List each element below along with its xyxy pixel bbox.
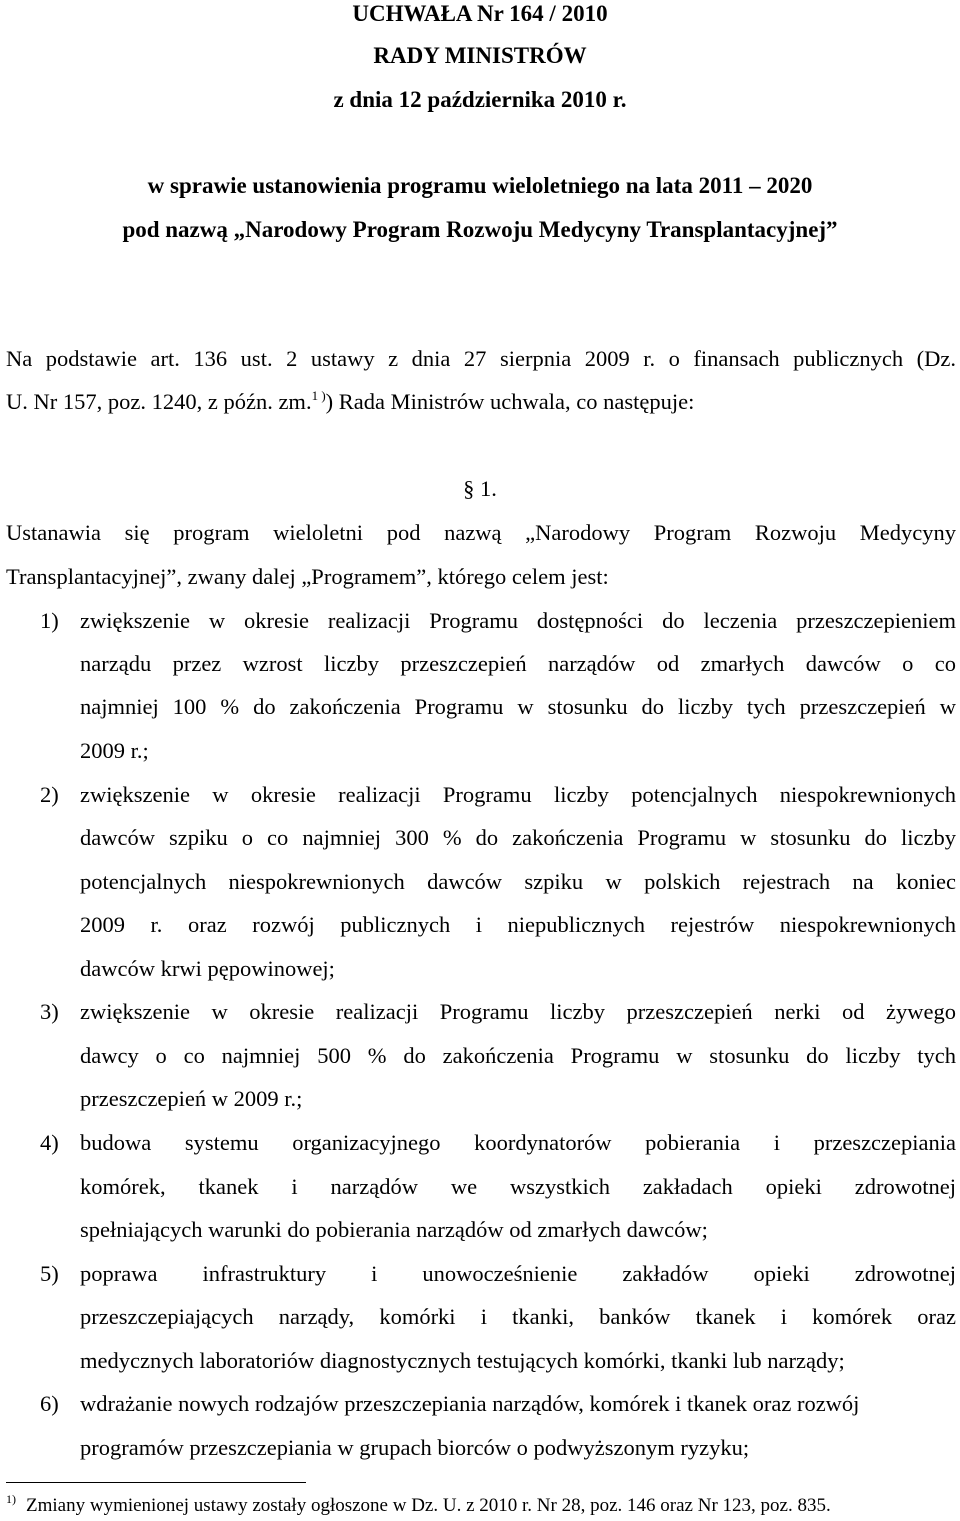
- resolution-subject-line-2: pod nazwą „Narodowy Program Rozwoju Medycyny Transplantacyjnej”: [122, 217, 838, 242]
- item-number: 2): [40, 782, 59, 807]
- item-text: dawców krwi pępowinowej;: [80, 956, 335, 981]
- item-text: budowa systemu organizacyjnego koordynatorów pobierania i przeszczepiania: [80, 1130, 956, 1155]
- item-text: przeszczepiających narządy, komórki i tkanki, banków tkanek i komórek oraz: [80, 1304, 956, 1329]
- item-text: poprawa infrastruktury i unowocześnienie zakładów opieki zdrowotnej: [80, 1261, 956, 1286]
- item-number: 3): [40, 999, 59, 1024]
- item-number: 4): [40, 1130, 59, 1155]
- item-text: zwiększenie w okresie realizacji Programu dostępności do leczenia przeszczepieniem: [80, 608, 956, 633]
- item-text: medycznych laboratoriów diagnostycznych testujących komórki, tkanki lub narządy;: [80, 1348, 845, 1373]
- item-text: komórek, tkanek i narządów we wszystkich zakładach opieki zdrowotnej: [80, 1174, 956, 1199]
- footnote-divider: [6, 1482, 306, 1483]
- item-text: programów przeszczepiania w grupach biorców o podwyższonym ryzyku;: [80, 1435, 750, 1460]
- resolution-date: z dnia 12 października 2010 r.: [333, 87, 627, 112]
- item-text: zwiększenie w okresie realizacji Programu liczby przeszczepień nerki od żywego: [80, 999, 956, 1024]
- item-number: 6): [40, 1391, 59, 1416]
- item-number: 1): [40, 608, 59, 633]
- preamble-line-2: [6, 387, 956, 417]
- item-text: wdrażanie nowych rodzajów przeszczepiania narządów, komórek i tkanek oraz rozwój: [80, 1391, 860, 1416]
- item-text: narządu przez wzrost liczby przeszczepień narządów od zmarłych dawców o co: [80, 651, 956, 676]
- item-text: najmniej 100 % do zakończenia Programu w stosunku do liczby tych przeszczepień w: [80, 694, 956, 719]
- item-text: dawcy o co najmniej 500 % do zakończenia Programu w stosunku do liczby tych: [80, 1043, 956, 1068]
- preamble-line-1: Na podstawie art. 136 ust. 2 ustawy z dnia 27 sierpnia 2009 r. o finansach publicznych (Dz.: [6, 346, 956, 371]
- item-text: 2009 r. oraz rozwój publicznych i niepublicznych rejestrów niespokrewnionych: [80, 912, 956, 937]
- item-number: 5): [40, 1261, 59, 1286]
- item-text: spełniających warunki do pobierania narządów od zmarłych dawców;: [80, 1217, 708, 1242]
- footnote-mark: 1): [6, 1492, 16, 1506]
- resolution-subject-line-1: w sprawie ustanowienia programu wieloletniego na lata 2011 – 2020: [147, 173, 813, 198]
- section-mark: § 1.: [463, 476, 497, 501]
- intro-line-1: Ustanawia się program wieloletni pod nazwą „Narodowy Program Rozwoju Medycyny: [6, 520, 956, 545]
- intro-line-2: Transplantacyjnej”, zwany dalej „Programem”, którego celem jest:: [6, 564, 609, 589]
- preamble-text-a: U. Nr 157, poz. 1240, z późn. zm.: [6, 389, 312, 414]
- footnote-reference: 1 ): [311, 388, 326, 403]
- item-text: przeszczepień w 2009 r.;: [80, 1086, 303, 1111]
- item-text: zwiększenie w okresie realizacji Programu liczby potencjalnych niespokrewnionych: [80, 782, 956, 807]
- issuing-body: RADY MINISTRÓW: [373, 43, 587, 68]
- item-text: dawców szpiku o co najmniej 300 % do zakończenia Programu w stosunku do liczby: [80, 825, 956, 850]
- preamble-text-b: ) Rada Ministrów uchwala, co następuje:: [325, 389, 695, 414]
- footnote: [6, 1494, 831, 1518]
- item-text: potencjalnych niespokrewnionych dawców szpiku w polskich rejestrach na koniec: [80, 869, 956, 894]
- resolution-number: UCHWAŁA Nr 164 / 2010: [352, 1, 608, 26]
- footnote-text: Zmiany wymienionej ustawy zostały ogłoszone w Dz. U. z 2010 r. Nr 28, poz. 146 oraz Nr 123, poz. 835.: [26, 1495, 831, 1516]
- item-text: 2009 r.;: [80, 738, 149, 763]
